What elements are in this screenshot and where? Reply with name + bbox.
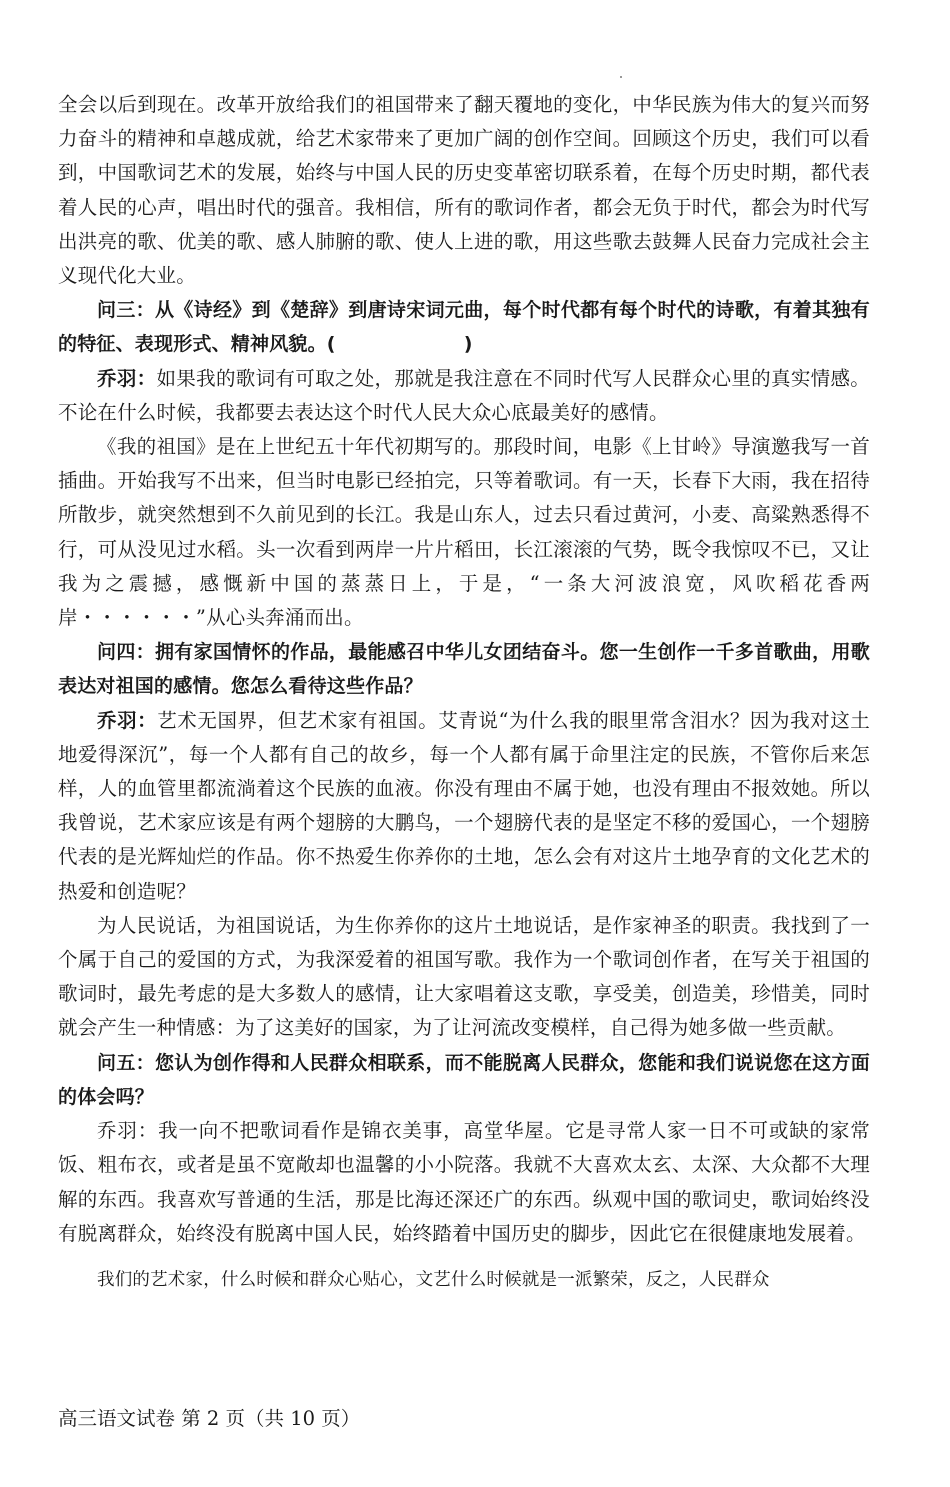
answer-3 [58,362,870,430]
answer-4 [58,704,870,909]
answer-4-text: 艺术无国界，但艺术家有祖国。艾青说“为什么我的眼里常含泪水？因为我对这土地爱得深沉”，每一个人都有自己的故乡，每一个人都有属于命里注定的民族，不管你后来怎样，人的血管里都流淌着这个民族的血液。你没有理由不属于她，也没有理由不报效她。所以我曾说，艺术家应该是有两个翅膀的大鹏鸟，一个翅膀代表的是坚定不移的爱国心，一个翅膀代表的是光辉灿烂的作品。你不热爱生你养你的土地，怎么会有对这片土地孕育的文化艺术的热爱和创造呢？ [58,708,870,903]
answer-5-text: 我一向不把歌词看作是锦衣美事，高堂华屋。它是寻常人家一日不可或缺的家常饭、粗布衣，或者是虽不宽敞却也温馨的小小院落。我就不大喜欢太玄、太深、大众都不大理解的东西。我喜欢写普通的生活，那是比海还深还广的东西。纵观中国的歌词史，歌词始终没有脱离群众，始终没有脱离中国人民，始终踏着中国历史的脚步，因此它在很健康地发展着。 [58,1119,870,1245]
question-3 [58,293,870,361]
paragraph-intro: 全会以后到现在。改革开放给我们的祖国带来了翻天覆地的变化，中华民族为伟大的复兴而努力奋斗的精神和卓越成就，给艺术家带来了更加广阔的创作空间。回顾这个历史，我们可以看到，中国歌词艺术的发展，始终与中国人民的历史变革密切联系着，在每个历史时期，都代表着人民的心声，唱出时代的强音。我相信，所有的歌词作者，都会无负于时代，都会为时代写出洪亮的歌、优美的歌、感人肺腑的歌、使人上进的歌，用这些歌去鼓舞人民奋力完成社会主义现代化大业。 [58,93,870,288]
answer-4-paragraph-2: 为人民说话，为祖国说话，为生你养你的这片土地说话，是作家神圣的职责。我找到了一个属于自己的爱国的方式，为我深爱着的祖国写歌。我作为一个歌词创作者，在写关于祖国的歌词时，最先考虑的是大多数人的感情，让大家唱着这支歌，享受美，创造美，珍惜美，同时就会产生一种情感：为了这美好的国家，为了让河流改变模样，自己得为她多做一些贡献。 [58,913,870,1040]
question-3-close: ) [463,333,473,356]
paragraph-continuation: 我们的艺术家，什么时候和群众心贴心，文艺什么时候就是一派繁荣，反之，人民群众 [97,1269,770,1290]
answer-3-text: 如果我的歌词有可取之处，那就是我注意在不同时代写人民群众心里的真实情感。不论在什么时候，我都要去表达这个时代人民大众心底最美好的感情。 [58,366,871,424]
speaker-label: 乔羽： [97,366,157,390]
question-4: 问四：拥有家国情怀的作品，最能感召中华儿女团结奋斗。您一生创作一千多首歌曲，用歌表达对祖国的感情。您怎么看待这些作品？ [58,641,870,698]
page-footer: 高三语文试卷 第 2 页（共 10 页） [58,1407,361,1430]
answer-3-paragraph-2: 《我的祖国》是在上世纪五十年代初期写的。那段时间，电影《上甘岭》导演邀我写一首插曲。开始我写不出来，但当时电影已经拍完，只等着歌词。有一天，长春下大雨，我在招待所散步，就突然想到不久前见到的长江。我是山东人，过去只看过黄河，小麦、高粱熟悉得不行，可从没见过水稻。头一次看到两岸一片片稻田，长江滚滚的气势，既令我惊叹不已，又让我为之震撼，感慨新中国的蒸蒸日上，于是，“一条大河波浪宽，风吹稻花香两岸・・・・・・”从心头奔涌而出。 [58,435,870,630]
question-5: 问五：您认为创作得和人民群众相联系，而不能脱离人民群众，您能和我们说说您在这方面的体会吗？ [58,1051,870,1108]
speaker-label: 乔羽： [97,708,158,732]
speaker-label: 乔羽： [97,1119,159,1143]
scan-dot [620,76,622,78]
question-3-text: 问三：从《诗经》到《楚辞》到唐诗宋词元曲，每个时代都有每个时代的诗歌，有着其独有的特征、表现形式、精神风貌。( [58,299,870,356]
answer-5 [58,1114,870,1251]
document-body [58,88,870,1297]
